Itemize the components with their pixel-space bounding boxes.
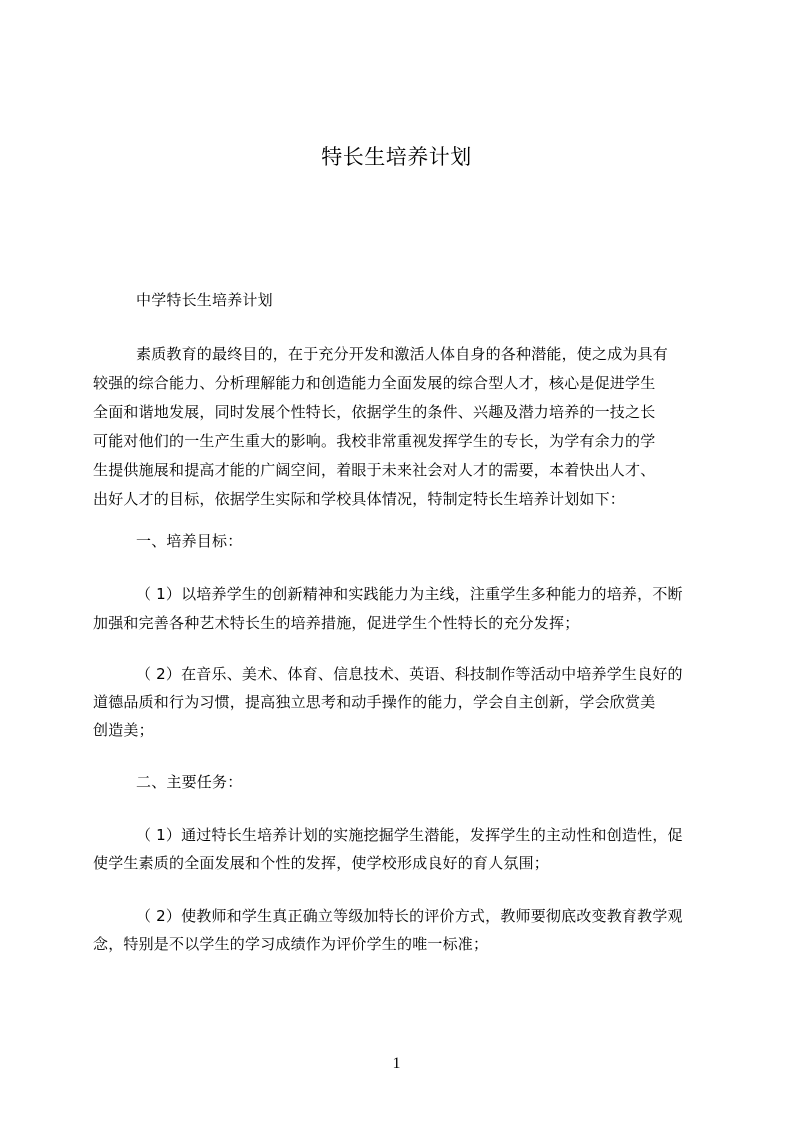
section1-item1-line-1: （ 1）以培养学生的创新精神和实践能力为主线，注重学生多种能力的培养，不断	[136, 585, 683, 603]
section2-item1-line-2: 使学生素质的全面发展和个性的发挥，使学校形成良好的育人氛围；	[93, 854, 550, 872]
intro-line-6: 出好人才的目标，依据学生实际和学校具体情况，特制定特长生培养计划如下：	[93, 490, 626, 508]
section1-item2-line-1: （ 2）在音乐、美术、体育、信息技术、英语、科技制作等活动中培养学生良好的	[136, 665, 683, 683]
section2-item2-line-2: 念，特别是不以学生的学习成绩作为评价学生的唯一标准；	[93, 935, 489, 953]
page-number: 1	[392, 1055, 401, 1072]
intro-line-3: 全面和谐地发展，同时发展个性特长，依据学生的条件、兴趣及潜力培养的一技之长	[93, 403, 656, 421]
document-subtitle: 中学特长生培养计划	[136, 291, 273, 309]
intro-line-5: 生提供施展和提高才能的广阔空间，着眼于未来社会对人才的需要，本着快出人才、	[93, 461, 656, 479]
intro-line-2: 较强的综合能力、分析理解能力和创造能力全面发展的综合型人才，核心是促进学生	[93, 374, 656, 392]
section1-item2-line-3: 创造美；	[93, 721, 154, 739]
section1-item1-line-2: 加强和完善各种艺术特长生的培养措施，促进学生个性特长的充分发挥；	[93, 614, 580, 632]
section2-heading: 二、主要任务：	[136, 773, 243, 791]
section2-item1-line-1: （ 1）通过特长生培养计划的实施挖掘学生潜能，发挥学生的主动性和创造性，促	[136, 826, 683, 844]
section1-heading: 一、培养目标：	[136, 532, 243, 550]
intro-line-4: 可能对他们的一生产生重大的影响。我校非常重视发挥学生的专长，为学有余力的学	[93, 432, 656, 450]
section1-item2-line-2: 道德品质和行为习惯，提高独立思考和动手操作的能力，学会自主创新，学会欣赏美	[93, 693, 656, 711]
document-title: 特长生培养计划	[321, 145, 472, 169]
section2-item2-line-1: （ 2）使教师和学生真正确立等级加特长的评价方式，教师要彻底改变教育教学观	[136, 907, 683, 925]
intro-line-1: 素质教育的最终目的，在于充分开发和激活人体自身的各种潜能，使之成为具有	[136, 345, 669, 363]
